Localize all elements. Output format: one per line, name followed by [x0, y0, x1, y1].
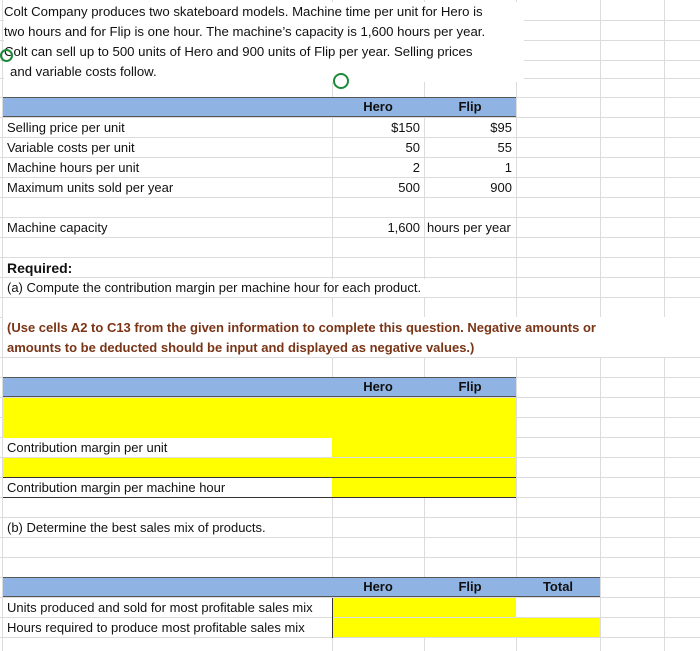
- input-area-a-rows[interactable]: [3, 398, 516, 438]
- instruction-line-2: amounts to be deducted should be input and displayed as negative values.): [7, 340, 475, 355]
- table-a-bottom-border: [3, 497, 516, 498]
- table-b-label-divider: [332, 598, 333, 638]
- units-total-cell: [516, 598, 600, 617]
- machine-capacity-unit: hours per year: [427, 220, 511, 235]
- intro-line-1: Colt Company produces two skateboard models. Machine time per unit for Hero is: [4, 4, 483, 19]
- part-b-question: (b) Determine the best sales mix of products.: [7, 520, 266, 535]
- table-a-top-border: [3, 477, 516, 478]
- given-col-flip: Flip: [458, 99, 482, 114]
- cell-flip-max-units[interactable]: 900: [490, 180, 512, 195]
- input-cm-per-unit[interactable]: [332, 438, 516, 457]
- table-b-col-flip: Flip: [458, 579, 482, 594]
- intro-line-4: and variable costs follow.: [10, 64, 157, 79]
- row-label-machine-hours: Machine hours per unit: [7, 160, 140, 175]
- cell-hero-max-units[interactable]: 500: [398, 180, 420, 195]
- table-b-col-hero: Hero: [363, 579, 393, 594]
- row-label-variable-costs: Variable costs per unit: [7, 140, 135, 155]
- row-label-cm-per-unit: Contribution margin per unit: [7, 440, 168, 455]
- table-b-col-total: Total: [542, 579, 574, 594]
- green-circle-marker-icon: [0, 49, 13, 62]
- table-a-col-hero: Hero: [363, 379, 393, 394]
- cell-flip-selling-price[interactable]: $95: [490, 120, 512, 135]
- problem-intro: [4, 2, 524, 82]
- cell-flip-variable-costs[interactable]: 55: [497, 140, 512, 155]
- row-label-units-produced: Units produced and sold for most profitable sales mix: [7, 600, 313, 615]
- row-label-cm-per-hour: Contribution margin per machine hour: [7, 480, 226, 495]
- given-col-hero: Hero: [363, 99, 393, 114]
- machine-capacity-label: Machine capacity: [7, 220, 108, 235]
- machine-capacity-value[interactable]: 1,600: [387, 220, 420, 235]
- cell-hero-machine-hours[interactable]: 2: [412, 160, 420, 175]
- table-a-col-flip: Flip: [458, 379, 482, 394]
- instruction-line-1: (Use cells A2 to C13 from the given information to complete this question. Negative amounts or: [7, 320, 596, 335]
- row-label-selling-price: Selling price per unit: [7, 120, 125, 135]
- row-label-hours-required: Hours required to produce most profitable sales mix: [7, 620, 305, 635]
- cell-hero-selling-price[interactable]: $150: [391, 120, 420, 135]
- part-a-question: (a) Compute the contribution margin per machine hour for each product.: [7, 279, 425, 297]
- input-units-hero-flip[interactable]: [332, 598, 516, 617]
- cell-hero-variable-costs[interactable]: 50: [405, 140, 420, 155]
- input-area-a-spacer[interactable]: [3, 458, 516, 478]
- required-heading: Required:: [7, 260, 73, 276]
- input-cm-per-hour[interactable]: [332, 478, 516, 497]
- green-circle-marker-icon: [333, 73, 349, 89]
- intro-line-3: Colt can sell up to 500 units of Hero and 900 units of Flip per year. Selling prices: [4, 44, 473, 59]
- input-hours-required[interactable]: [332, 618, 600, 637]
- intro-line-2: two hours and for Flip is one hour. The machine’s capacity is 1,600 hours per year.: [4, 24, 486, 39]
- cell-flip-machine-hours[interactable]: 1: [504, 160, 512, 175]
- row-label-max-units: Maximum units sold per year: [7, 180, 174, 195]
